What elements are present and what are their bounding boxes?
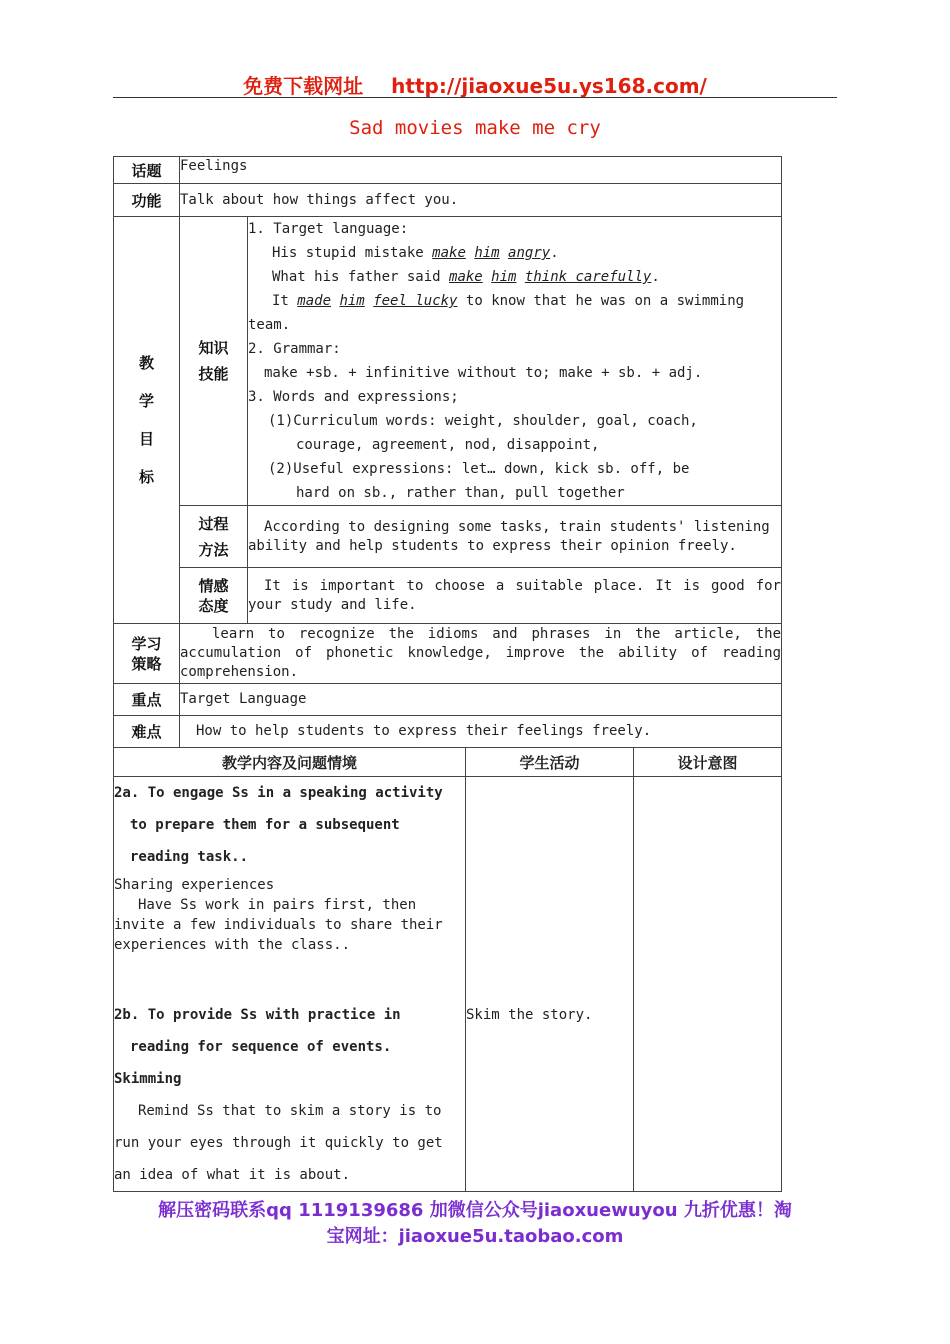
header-url-link[interactable]: http://jiaoxue5u.ys168.com/ [391, 74, 707, 98]
step-2a-goal-line1: 2a. To engage Ss in a speaking activity [114, 785, 443, 801]
goals-label: 教 学 目 标 [114, 217, 180, 624]
process-text: According to designing some tasks, train students' listening ability and help students to express their opinion freely. [248, 506, 782, 568]
topic-value: Feelings [180, 157, 782, 184]
column-header-content: 教学内容及问题情境 [114, 748, 466, 777]
lesson-plan-table [113, 156, 782, 1192]
column-header-activity: 学生活动 [466, 748, 634, 777]
emotion-label: 情感 态度 [180, 568, 248, 624]
row-lesson-content [114, 777, 782, 1192]
function-label: 功能 [114, 184, 180, 217]
key-point-value: Target Language [180, 684, 782, 716]
lesson-content-cell [114, 777, 466, 1192]
emotion-text: It is important to choose a suitable place. It is good for your study and life. [248, 568, 782, 624]
page-footer [0, 1198, 950, 1250]
row-process [114, 506, 782, 568]
step-2a-goal-line2: to prepare them for a subsequent [130, 817, 400, 833]
difficulty-label: 难点 [114, 716, 180, 748]
difficulty-value: How to help students to express their feelings freely. [180, 716, 782, 748]
step-2b-goal-line2: reading for sequence of events. [130, 1039, 392, 1055]
step-2a-body: Have Ss work in pairs first, then invite a few individuals to share their experiences with the class.. [114, 897, 443, 953]
row-function [114, 184, 782, 217]
strategy-text: learn to recognize the idioms and phrases in the article, the accumulation of phonetic knowledge, improve the ability of reading comprehension. [180, 624, 782, 684]
function-value: Talk about how things affect you. [180, 184, 782, 217]
document-title: Sad movies make me cry [349, 117, 601, 139]
row-difficulty [114, 716, 782, 748]
footer-line2: 宝网址：jiaoxue5u.taobao.com [326, 1226, 624, 1247]
header-label: 免费下载网址 [243, 74, 364, 98]
column-header-intent: 设计意图 [634, 748, 782, 777]
step-2a-goal-line3: reading task.. [130, 849, 249, 865]
row-key-point [114, 684, 782, 716]
step-2b-body-line2: run your eyes through it quickly to get [114, 1135, 443, 1151]
knowledge-content: 1. Target language: His stupid mistake make him angry. What his father said make him think carefully. It made him feel lucky to know that he was on a swimming team. 2. Grammar: make +sb. + infinitive without to; make + sb. + adj. 3. Words and expressions; (1)Curriculum words: weight, shoulder, goal, coach, courage, agreement, nod, disappoint, (2)Useful expressions: let… down, kick sb. off, be hard on sb., rather than, pull together [248, 217, 782, 506]
page-header [0, 70, 950, 99]
step-2b-subtitle: Skimming [114, 1071, 182, 1087]
design-intent-cell [634, 777, 782, 1192]
header-divider [113, 97, 837, 98]
knowledge-label: 知识 技能 [180, 217, 248, 506]
row-emotion [114, 568, 782, 624]
row-topic [114, 157, 782, 184]
strategy-label: 学习 策略 [114, 624, 180, 684]
step-2a-subtitle: Sharing experiences [114, 877, 275, 893]
step-2b-body-line1: Remind Ss that to skim a story is to [138, 1103, 442, 1119]
step-2b-body-line3: an idea of what it is about. [114, 1167, 351, 1183]
activity-2b: Skim the story. [466, 1007, 593, 1023]
row-column-headers [114, 748, 782, 777]
key-point-label: 重点 [114, 684, 180, 716]
step-2b-goal-line1: 2b. To provide Ss with practice in [114, 1007, 401, 1023]
student-activity-cell [466, 777, 634, 1192]
footer-line1: 解压密码联系qq 1119139686 加微信公众号jiaoxuewuyou 九折优惠！淘 [158, 1200, 792, 1221]
process-label: 过程 方法 [180, 506, 248, 568]
row-knowledge [114, 217, 782, 506]
row-strategy [114, 624, 782, 684]
topic-label: 话题 [114, 157, 180, 184]
